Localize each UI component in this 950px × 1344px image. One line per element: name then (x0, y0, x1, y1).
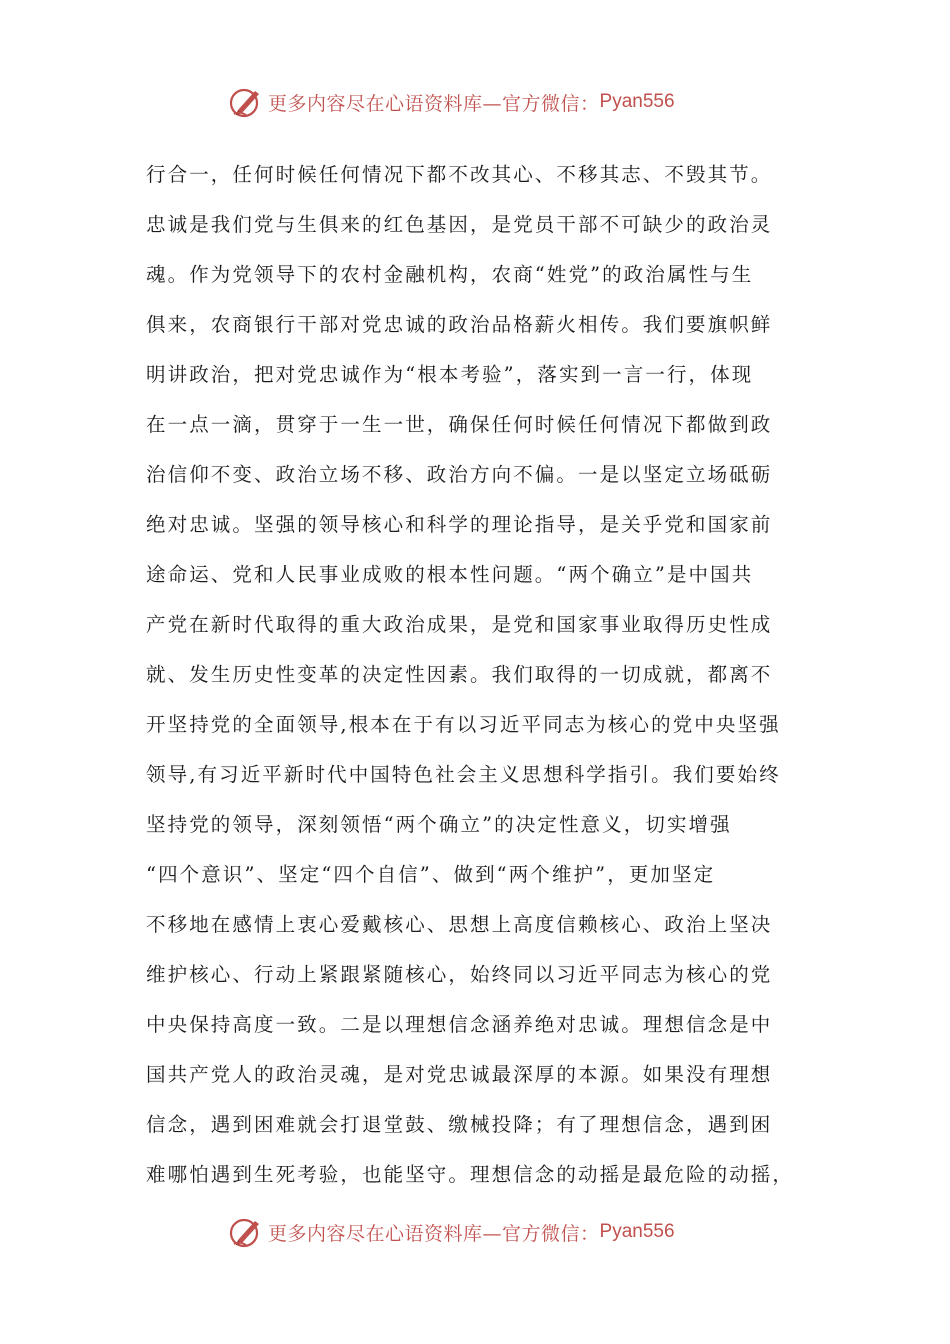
body-line: 在一点一滴，贯穿于一生一世，确保任何时候任何情况下都做到政 (146, 413, 773, 436)
body-line: 产党在新时代取得的重大政治成果，是党和国家事业取得历史性成 (146, 613, 773, 636)
header-watermark-banner (228, 82, 748, 122)
body-line: 行合一，任何时候任何情况下都不改其心、不移其志、不毁其节。 (146, 163, 773, 186)
footer-watermark-banner (228, 1212, 748, 1252)
body-line: 忠诚是我们党与生俱来的红色基因，是党员干部不可缺少的政治灵 (146, 213, 773, 236)
body-line: 国共产党人的政治灵魂，是对党忠诚最深厚的本源。如果没有理想 (146, 1063, 773, 1086)
body-line: 维护核心、行动上紧跟紧随核心，始终同以习近平同志为核心的党 (146, 963, 773, 986)
body-line: 途命运、党和人民事业成败的根本性问题。“两个确立”是中国共 (146, 563, 754, 586)
body-line: 中央保持高度一致。二是以理想信念涵养绝对忠诚。理想信念是中 (146, 1013, 773, 1036)
body-line: 不移地在感情上衷心爱戴核心、思想上高度信赖核心、政治上坚决 (146, 913, 773, 936)
document-body (146, 150, 826, 1200)
body-line: 信念，遇到困难就会打退堂鼓、缴械投降；有了理想信念，遇到困 (146, 1113, 773, 1136)
banner-text: 更多内容尽在心语资料库—官方微信： (268, 92, 600, 115)
body-line: 领导,有习近平新时代中国特色社会主义思想科学指引。我们要始终 (146, 763, 781, 786)
banner-text: 更多内容尽在心语资料库—官方微信： (268, 1222, 600, 1245)
body-line: “四个意识”、坚定“四个自信”、做到“两个维护”，更加坚定 (146, 863, 716, 886)
body-line: 明讲政治，把对党忠诚作为“根本考验”，落实到一言一行，体现 (146, 363, 754, 386)
body-line: 开坚持党的全面领导,根本在于有以习近平同志为核心的党中央坚强 (146, 713, 781, 736)
wechat-id: Pyan556 (599, 91, 675, 112)
pen-logo-icon (228, 84, 264, 120)
body-line: 坚持党的领导，深刻领悟“两个确立”的决定性意义，切实增强 (146, 813, 732, 836)
body-line: 就、发生历史性变革的决定性因素。我们取得的一切成就，都离不 (146, 663, 773, 686)
pen-logo-icon (228, 1214, 264, 1250)
wechat-id: Pyan556 (599, 1221, 675, 1242)
body-line: 绝对忠诚。坚强的领导核心和科学的理论指导，是关乎党和国家前 (146, 513, 773, 536)
body-line: 俱来，农商银行干部对党忠诚的政治品格薪火相传。我们要旗帜鲜 (146, 313, 773, 336)
body-line: 治信仰不变、政治立场不移、政治方向不偏。一是以坚定立场砥砺 (146, 463, 773, 486)
body-line: 难哪怕遇到生死考验，也能坚守。理想信念的动摇是最危险的动摇， (146, 1163, 795, 1186)
body-line: 魂。作为党领导下的农村金融机构，农商“姓党”的政治属性与生 (146, 263, 754, 286)
